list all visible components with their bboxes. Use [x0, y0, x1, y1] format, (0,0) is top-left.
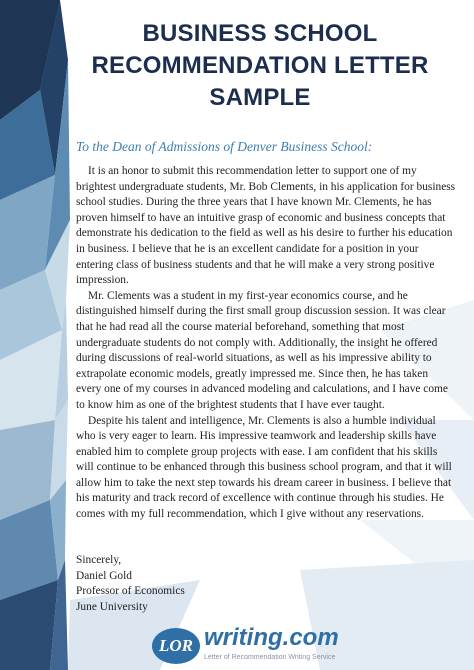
paragraph-3: Despite his talent and intelligence, Mr. Clements is also a humble individual who is very eager to learn. His impressive teamwork and leadership skills have enabled him to complete group projects with ease. I am confident that his skills will continue to be enhanced through this business school program, and that it will allow him to take the next step towards his dream career in business. I believe that his maturity and track record of excellence with continue through his studies. He comes with my full recommendation, which I give without any reservations.: [76, 414, 452, 521]
logo-wordmark: writing.com: [204, 624, 339, 651]
title-line-3: SAMPLE: [209, 84, 311, 111]
salutation: To the Dean of Admissions of Denver Business School:: [76, 139, 373, 154]
paragraph-1: It is an honor to submit this recommendation letter to support one of my brightest undergraduate students, Mr. Bob Clements, in his application for business school studies. During the three years that I have known Mr. Clements, he has proven himself to have an intuitive grasp of economic and business concepts that demonstrate his dedication to the field as well as his desire to further his education in business. I believe that he is an excellent candidate for a position in your entering class of business students and that he will make a very strong positive impression.: [76, 165, 456, 287]
valediction: Sincerely,: [76, 554, 122, 566]
footer-logo[interactable]: [0, 620, 474, 670]
title-line-2: RECOMMENDATION LETTER: [91, 52, 429, 79]
paragraph-2: Mr. Clements was a student in my first-year economics course, and he distinguished himself during the first small group discussion session. It was clear that he had read all the course material beforehand, something that most undergraduate students do not comply with. Additionally, the insight he offered during discussions of real-world situations, as well as his impressive ability to extrapolate economic models, greatly impressed me. Since then, he has taken every one of my courses in advanced modeling and calculations, and I have come to know him as one of the brightest students that I have ever taught.: [76, 289, 448, 411]
signer-position: Professor of Economics: [76, 585, 185, 598]
lor-logo-badge: LOR: [152, 628, 200, 664]
signature-block: [76, 553, 376, 615]
page-title: [60, 18, 460, 114]
signer-name: Daniel Gold: [76, 569, 132, 582]
letter-body: [76, 164, 456, 523]
title-line-1: BUSINESS SCHOOL: [142, 20, 378, 47]
signer-institution: June University: [76, 600, 148, 613]
logo-tagline: Letter of Recommendation Writing Service: [204, 654, 336, 661]
